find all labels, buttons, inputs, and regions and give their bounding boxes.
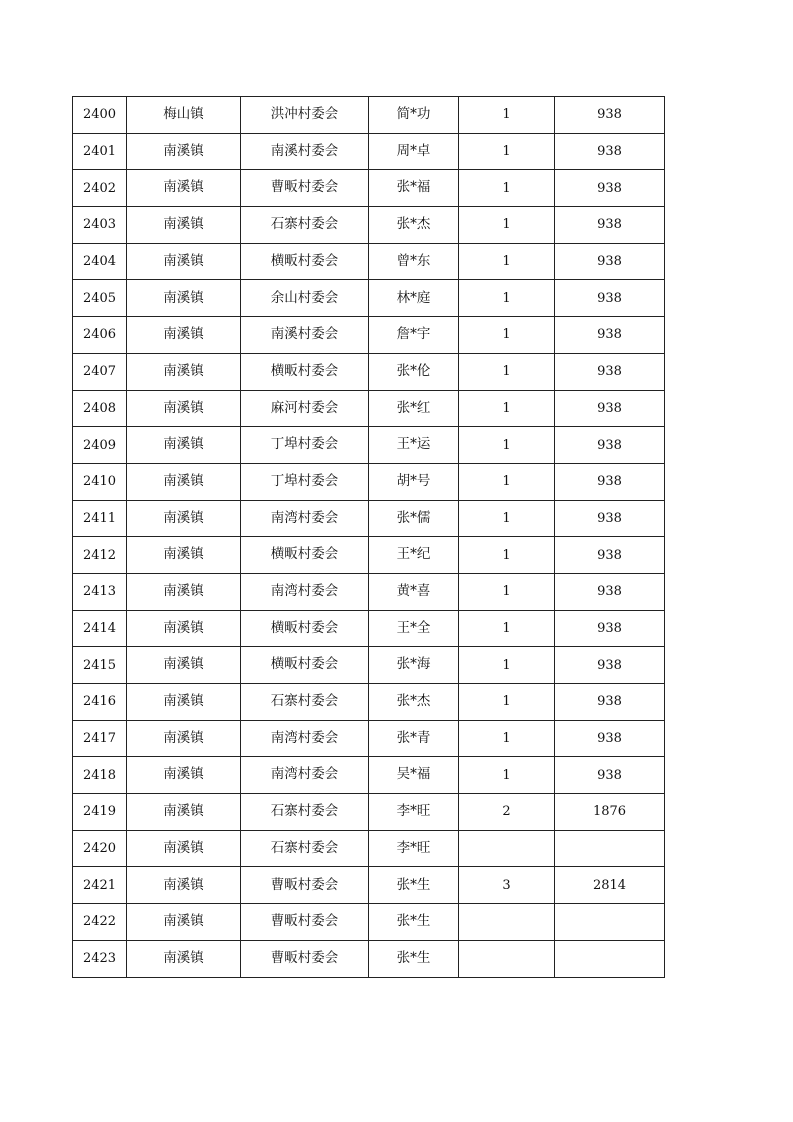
cell-name: 张*生 [369, 867, 459, 904]
cell-village: 曹畈村委会 [241, 867, 369, 904]
cell-name: 王*全 [369, 610, 459, 647]
cell-village: 南溪村委会 [241, 133, 369, 170]
cell-name: 王*运 [369, 427, 459, 464]
cell-name: 张*红 [369, 390, 459, 427]
cell-village: 南溪村委会 [241, 317, 369, 354]
cell-count: 1 [459, 427, 555, 464]
cell-village: 南湾村委会 [241, 573, 369, 610]
cell-count [459, 904, 555, 941]
table-row [73, 720, 665, 757]
cell-number: 2414 [73, 610, 127, 647]
cell-amount: 938 [555, 97, 665, 134]
cell-village: 横畈村委会 [241, 537, 369, 574]
cell-count [459, 940, 555, 977]
cell-number: 2408 [73, 390, 127, 427]
cell-count: 1 [459, 463, 555, 500]
table-row [73, 280, 665, 317]
cell-name: 张*海 [369, 647, 459, 684]
table-body [73, 97, 665, 978]
cell-name: 周*卓 [369, 133, 459, 170]
table-row [73, 610, 665, 647]
table-row [73, 463, 665, 500]
cell-amount: 938 [555, 610, 665, 647]
cell-name: 张*青 [369, 720, 459, 757]
cell-count: 1 [459, 353, 555, 390]
cell-town: 南溪镇 [127, 390, 241, 427]
cell-amount: 938 [555, 390, 665, 427]
cell-town: 南溪镇 [127, 280, 241, 317]
cell-town: 梅山镇 [127, 97, 241, 134]
cell-town: 南溪镇 [127, 610, 241, 647]
cell-town: 南溪镇 [127, 537, 241, 574]
cell-amount: 938 [555, 317, 665, 354]
cell-number: 2409 [73, 427, 127, 464]
table-row [73, 133, 665, 170]
cell-count: 1 [459, 610, 555, 647]
cell-name: 张*杰 [369, 684, 459, 721]
cell-town: 南溪镇 [127, 647, 241, 684]
table-row [73, 427, 665, 464]
cell-town: 南溪镇 [127, 794, 241, 831]
table-row [73, 353, 665, 390]
cell-amount: 938 [555, 537, 665, 574]
data-table [72, 96, 665, 978]
cell-name: 曾*东 [369, 243, 459, 280]
cell-amount: 938 [555, 684, 665, 721]
cell-village: 洪冲村委会 [241, 97, 369, 134]
cell-town: 南溪镇 [127, 867, 241, 904]
cell-town: 南溪镇 [127, 573, 241, 610]
cell-amount: 938 [555, 647, 665, 684]
cell-village: 丁埠村委会 [241, 463, 369, 500]
cell-amount: 938 [555, 170, 665, 207]
cell-name: 吴*福 [369, 757, 459, 794]
table-row [73, 97, 665, 134]
cell-amount: 938 [555, 353, 665, 390]
cell-town: 南溪镇 [127, 353, 241, 390]
cell-village: 曹畈村委会 [241, 904, 369, 941]
cell-count: 1 [459, 500, 555, 537]
table-row [73, 830, 665, 867]
cell-town: 南溪镇 [127, 757, 241, 794]
cell-number: 2418 [73, 757, 127, 794]
cell-name: 张*福 [369, 170, 459, 207]
cell-town: 南溪镇 [127, 904, 241, 941]
cell-count: 3 [459, 867, 555, 904]
cell-town: 南溪镇 [127, 317, 241, 354]
cell-village: 曹畈村委会 [241, 170, 369, 207]
cell-number: 2417 [73, 720, 127, 757]
cell-name: 王*纪 [369, 537, 459, 574]
cell-count: 1 [459, 537, 555, 574]
cell-town: 南溪镇 [127, 720, 241, 757]
cell-village: 石寨村委会 [241, 684, 369, 721]
cell-count [459, 830, 555, 867]
cell-village: 石寨村委会 [241, 830, 369, 867]
cell-amount: 2814 [555, 867, 665, 904]
cell-number: 2410 [73, 463, 127, 500]
cell-count: 1 [459, 317, 555, 354]
cell-number: 2423 [73, 940, 127, 977]
cell-amount: 938 [555, 427, 665, 464]
cell-name: 李*旺 [369, 794, 459, 831]
table-row [73, 170, 665, 207]
table-row [73, 500, 665, 537]
cell-count: 1 [459, 170, 555, 207]
cell-amount [555, 830, 665, 867]
cell-amount: 938 [555, 500, 665, 537]
table-row [73, 573, 665, 610]
cell-count: 1 [459, 280, 555, 317]
cell-number: 2405 [73, 280, 127, 317]
cell-name: 张*生 [369, 904, 459, 941]
table-row [73, 904, 665, 941]
cell-number: 2411 [73, 500, 127, 537]
cell-town: 南溪镇 [127, 830, 241, 867]
cell-number: 2412 [73, 537, 127, 574]
cell-name: 张*杰 [369, 207, 459, 244]
cell-amount: 938 [555, 757, 665, 794]
table-row [73, 207, 665, 244]
cell-amount: 1876 [555, 794, 665, 831]
cell-town: 南溪镇 [127, 684, 241, 721]
cell-count: 1 [459, 207, 555, 244]
cell-number: 2415 [73, 647, 127, 684]
cell-name: 黄*喜 [369, 573, 459, 610]
cell-village: 横畈村委会 [241, 243, 369, 280]
table-row [73, 537, 665, 574]
cell-village: 麻河村委会 [241, 390, 369, 427]
cell-count: 1 [459, 684, 555, 721]
cell-village: 横畈村委会 [241, 610, 369, 647]
table-row [73, 647, 665, 684]
table-row [73, 794, 665, 831]
cell-number: 2403 [73, 207, 127, 244]
cell-count: 1 [459, 647, 555, 684]
table-row [73, 317, 665, 354]
cell-village: 横畈村委会 [241, 647, 369, 684]
cell-town: 南溪镇 [127, 427, 241, 464]
cell-number: 2413 [73, 573, 127, 610]
cell-town: 南溪镇 [127, 463, 241, 500]
cell-name: 张*儒 [369, 500, 459, 537]
cell-number: 2406 [73, 317, 127, 354]
cell-number: 2404 [73, 243, 127, 280]
cell-number: 2402 [73, 170, 127, 207]
cell-count: 2 [459, 794, 555, 831]
table-row [73, 243, 665, 280]
cell-amount: 938 [555, 207, 665, 244]
table-row [73, 867, 665, 904]
table-row [73, 757, 665, 794]
cell-name: 林*庭 [369, 280, 459, 317]
cell-village: 石寨村委会 [241, 207, 369, 244]
cell-number: 2400 [73, 97, 127, 134]
cell-amount: 938 [555, 720, 665, 757]
cell-amount [555, 904, 665, 941]
cell-number: 2421 [73, 867, 127, 904]
cell-town: 南溪镇 [127, 940, 241, 977]
cell-town: 南溪镇 [127, 500, 241, 537]
cell-name: 詹*宇 [369, 317, 459, 354]
cell-name: 李*旺 [369, 830, 459, 867]
cell-amount: 938 [555, 573, 665, 610]
cell-number: 2422 [73, 904, 127, 941]
cell-name: 胡*号 [369, 463, 459, 500]
cell-village: 石寨村委会 [241, 794, 369, 831]
cell-count: 1 [459, 390, 555, 427]
cell-number: 2419 [73, 794, 127, 831]
table-row [73, 390, 665, 427]
cell-village: 南湾村委会 [241, 720, 369, 757]
cell-amount: 938 [555, 133, 665, 170]
table-row [73, 940, 665, 977]
cell-village: 曹畈村委会 [241, 940, 369, 977]
cell-amount: 938 [555, 243, 665, 280]
cell-village: 横畈村委会 [241, 353, 369, 390]
cell-count: 1 [459, 243, 555, 280]
cell-amount: 938 [555, 463, 665, 500]
cell-count: 1 [459, 97, 555, 134]
cell-village: 南湾村委会 [241, 757, 369, 794]
cell-count: 1 [459, 573, 555, 610]
cell-town: 南溪镇 [127, 170, 241, 207]
cell-name: 张*生 [369, 940, 459, 977]
cell-name: 张*伦 [369, 353, 459, 390]
cell-village: 余山村委会 [241, 280, 369, 317]
table-row [73, 684, 665, 721]
cell-town: 南溪镇 [127, 243, 241, 280]
cell-number: 2420 [73, 830, 127, 867]
cell-village: 南湾村委会 [241, 500, 369, 537]
cell-town: 南溪镇 [127, 207, 241, 244]
cell-town: 南溪镇 [127, 133, 241, 170]
cell-count: 1 [459, 757, 555, 794]
cell-name: 简*功 [369, 97, 459, 134]
cell-village: 丁埠村委会 [241, 427, 369, 464]
cell-number: 2401 [73, 133, 127, 170]
cell-number: 2407 [73, 353, 127, 390]
cell-number: 2416 [73, 684, 127, 721]
cell-amount: 938 [555, 280, 665, 317]
cell-count: 1 [459, 133, 555, 170]
cell-count: 1 [459, 720, 555, 757]
cell-amount [555, 940, 665, 977]
